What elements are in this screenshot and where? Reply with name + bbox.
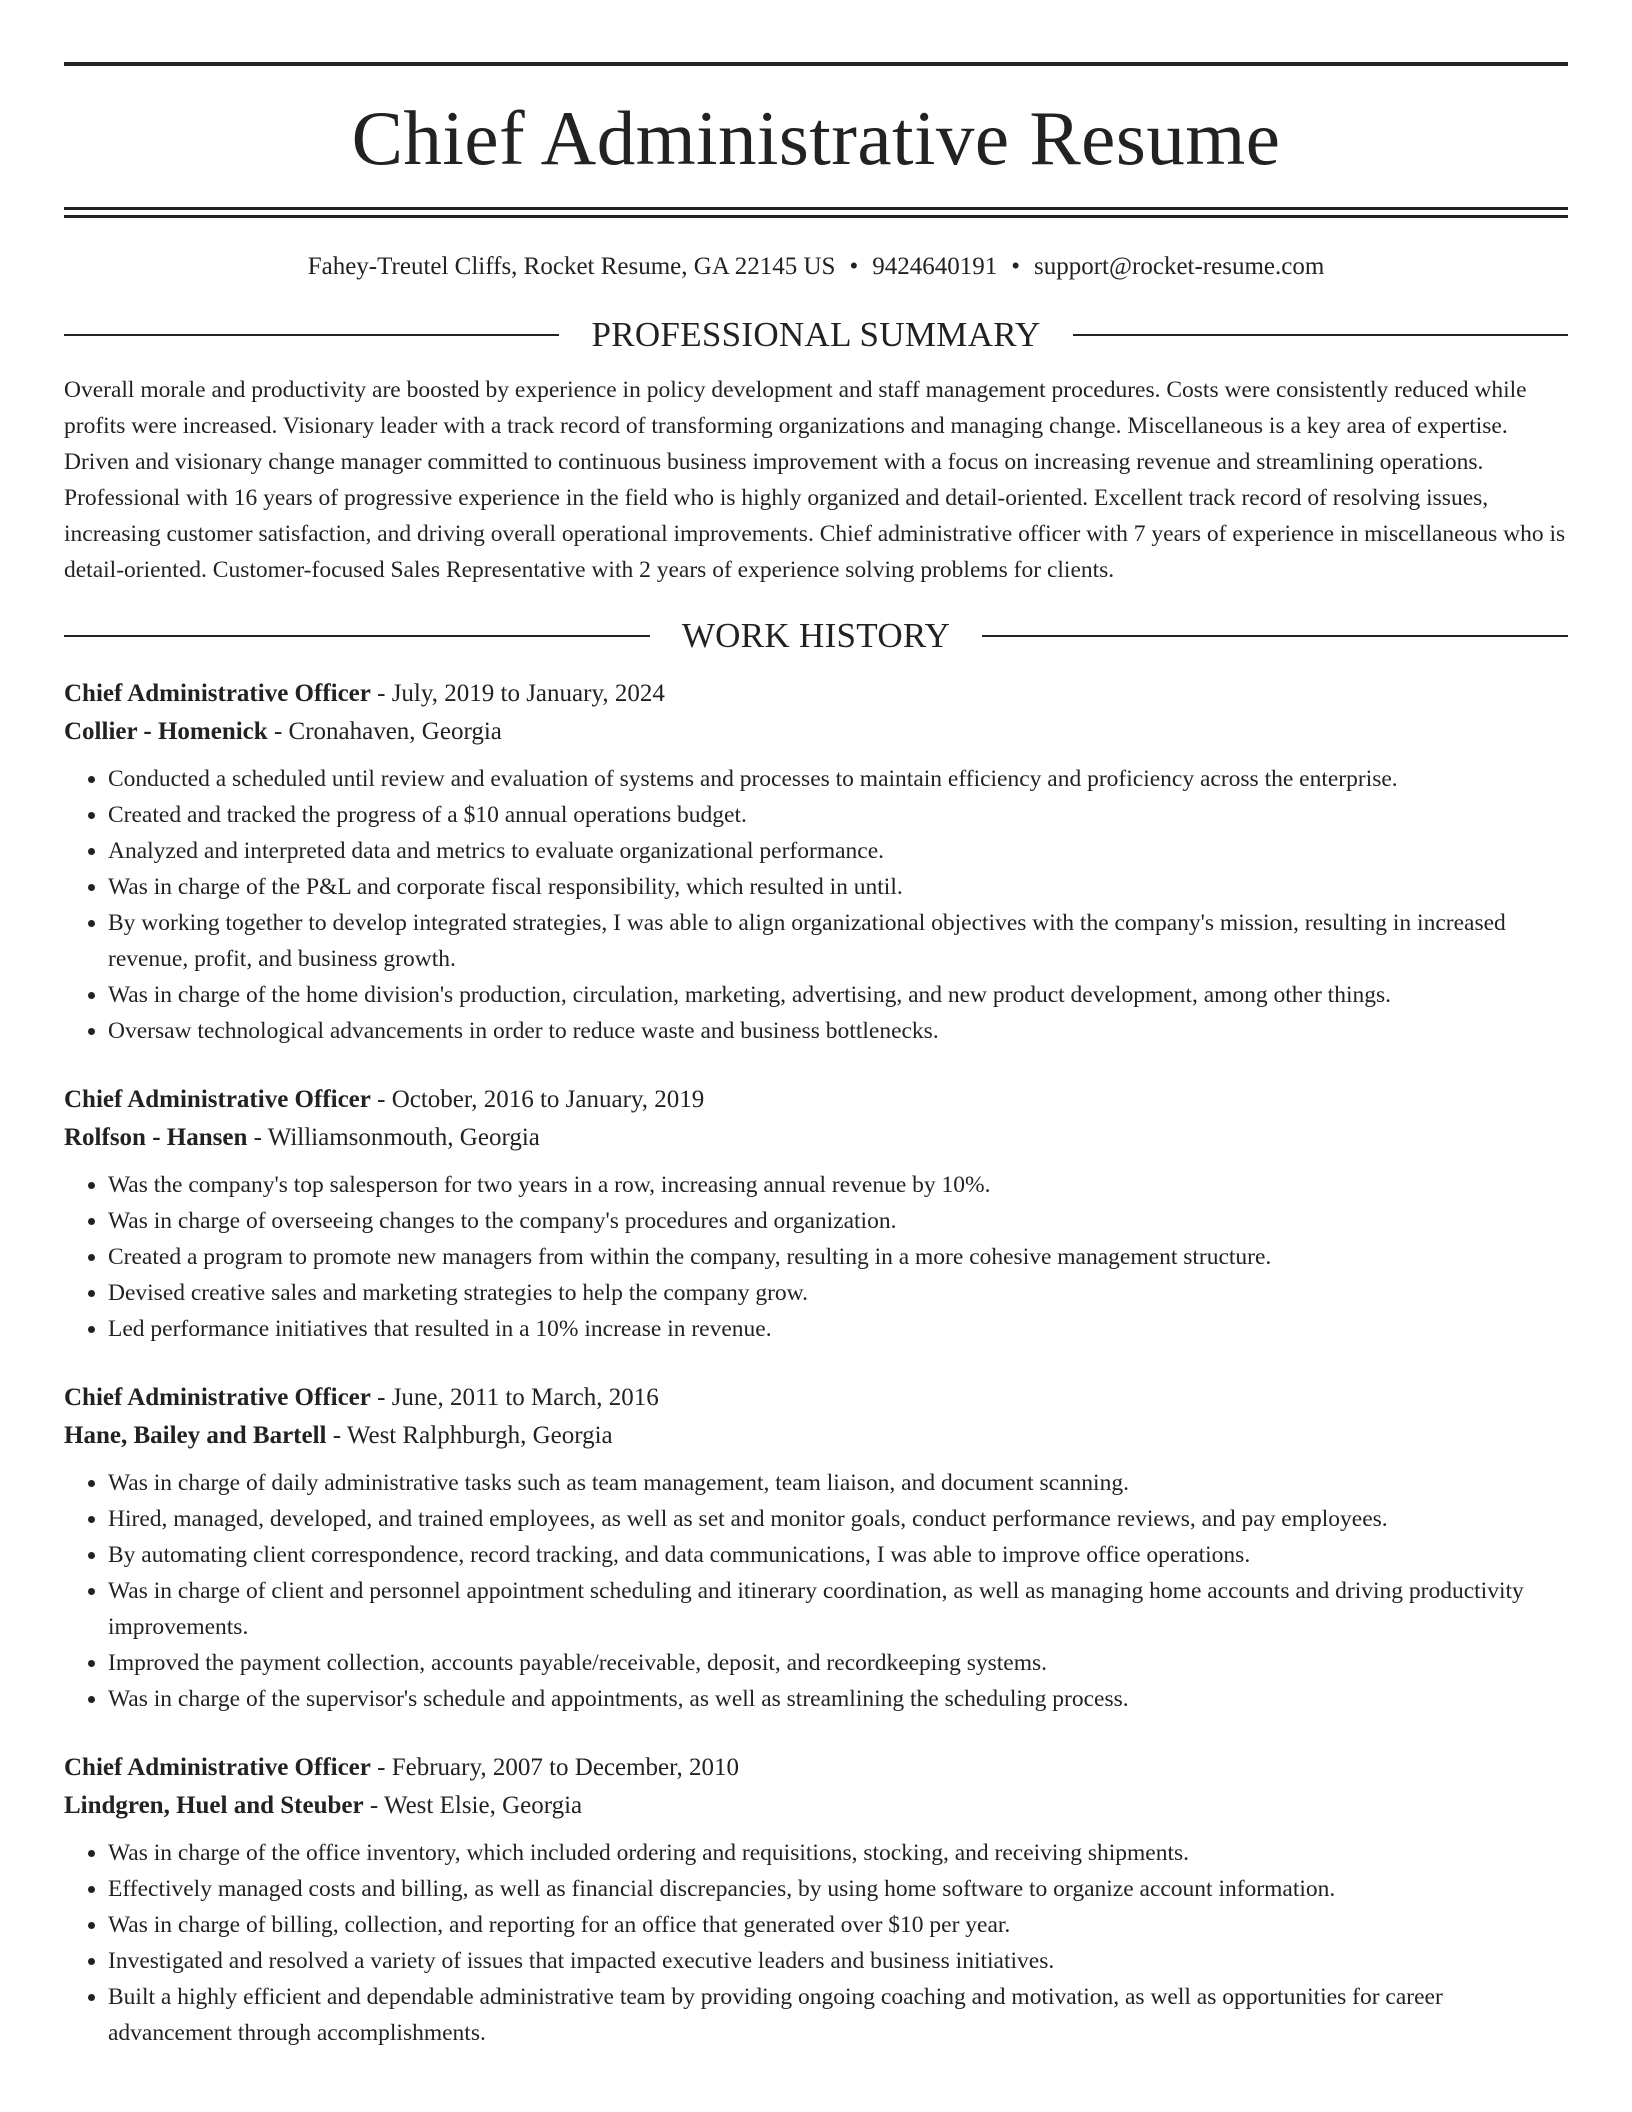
job-bullet: • Was in charge of billing, collection, and reporting for an office that generated over $10 per year.: [108, 1907, 1568, 1943]
contact-address: Fahey-Treutel Cliffs, Rocket Resume, GA 22145 US: [307, 253, 836, 280]
job-bullet: • Was in charge of the office inventory, which included ordering and requisitions, stocking, and receiving shipments.: [108, 1835, 1568, 1871]
job-bullet: • Was in charge of client and personnel appointment scheduling and itinerary coordination, as well as managing home accounts and driving productivity improvements.: [108, 1573, 1568, 1645]
heading-rule-right: [982, 635, 1568, 637]
job-bullet: • By automating client correspondence, record tracking, and data communications, I was able to improve office operations.: [108, 1537, 1568, 1573]
job-company: Hane, Bailey and Bartell: [64, 1422, 327, 1449]
work-history-list: [64, 675, 1568, 2051]
summary-heading: PROFESSIONAL SUMMARY: [591, 315, 1041, 354]
job-bullet: • Improved the payment collection, accounts payable/receivable, deposit, and recordkeeping systems.: [108, 1645, 1568, 1681]
job-title-line: [64, 1749, 1568, 1787]
job-bullets: [64, 761, 1568, 1049]
job-bullet: • Effectively managed costs and billing, as well as financial discrepancies, by using home software to organize account information.: [108, 1871, 1568, 1907]
job-location: - Cronahaven, Georgia: [267, 718, 502, 745]
heading-rule-left: [64, 635, 650, 637]
job-title-line: [64, 1379, 1568, 1417]
contact-phone: 9424640191: [872, 253, 998, 280]
job-title: Chief Administrative Officer: [64, 680, 371, 707]
job-bullet: • Devised creative sales and marketing strategies to help the company grow.: [108, 1275, 1568, 1311]
job-title: Chief Administrative Officer: [64, 1086, 371, 1113]
contact-separator: •: [849, 253, 859, 280]
job-title-line: [64, 675, 1568, 713]
job-entry: [64, 1379, 1568, 1717]
job-bullet: • Was in charge of overseeing changes to the company's procedures and organization.: [108, 1203, 1568, 1239]
job-company: Collier - Homenick: [64, 718, 268, 745]
job-bullet: • Was in charge of the P&L and corporate fiscal responsibility, which resulted in until.: [108, 869, 1568, 905]
job-title-line: [64, 1081, 1568, 1119]
heading-rule-right: [1073, 334, 1568, 336]
job-bullet: • Analyzed and interpreted data and metrics to evaluate organizational performance.: [108, 833, 1568, 869]
job-company-line: [64, 1119, 1568, 1157]
title-double-rule: [64, 207, 1568, 218]
contact-separator: •: [1011, 253, 1020, 280]
work-heading-row: [64, 618, 1568, 653]
job-bullet: • By working together to develop integrated strategies, I was able to align organizational objectives with the company's mission, resulting in increased revenue, profit, and business growth.: [108, 905, 1568, 977]
summary-heading-row: [64, 317, 1568, 352]
job-bullet: • Was in charge of the supervisor's schedule and appointments, as well as streamlining the scheduling process.: [108, 1681, 1568, 1717]
job-dates: - June, 2011 to March, 2016: [370, 1384, 659, 1411]
job-bullet: • Was in charge of the home division's production, circulation, marketing, advertising, and new product development, among other things.: [108, 977, 1568, 1013]
job-bullets: [64, 1835, 1568, 2051]
job-company-line: [64, 1787, 1568, 1825]
job-location: - West Elsie, Georgia: [363, 1792, 583, 1819]
job-bullet: • Created and tracked the progress of a $10 annual operations budget.: [108, 797, 1568, 833]
job-company-line: [64, 713, 1568, 751]
job-company: Rolfson - Hansen: [64, 1124, 248, 1151]
job-title: Chief Administrative Officer: [64, 1754, 371, 1781]
job-company-line: [64, 1417, 1568, 1455]
top-rule: [64, 62, 1568, 66]
resume-title: Chief Administrative Resume: [351, 95, 1281, 181]
job-bullet: • Hired, managed, developed, and trained employees, as well as set and monitor goals, conduct performance reviews, and pay employees.: [108, 1501, 1568, 1537]
job-entry: [64, 1749, 1568, 2051]
job-title: Chief Administrative Officer: [64, 1384, 371, 1411]
job-bullets: [64, 1167, 1568, 1347]
job-location: - Williamsonmouth, Georgia: [247, 1124, 540, 1151]
job-bullet: • Conducted a scheduled until review and evaluation of systems and processes to maintain efficiency and proficiency across the enterprise.: [108, 761, 1568, 797]
job-bullet: • Built a highly efficient and dependable administrative team by providing ongoing coaching and motivation, as well as opportunities for career advancement through accomplishments.: [108, 1979, 1568, 2051]
job-bullet: • Oversaw technological advancements in order to reduce waste and business bottlenecks.: [108, 1013, 1568, 1049]
job-bullets: [64, 1465, 1568, 1717]
heading-rule-left: [64, 334, 559, 336]
job-dates: - October, 2016 to January, 2019: [370, 1086, 705, 1113]
job-dates: - July, 2019 to January, 2024: [370, 680, 665, 707]
job-dates: - February, 2007 to December, 2010: [370, 1754, 739, 1781]
job-entry: [64, 675, 1568, 1049]
job-company: Lindgren, Huel and Steuber: [64, 1792, 364, 1819]
job-bullet: • Investigated and resolved a variety of issues that impacted executive leaders and business initiatives.: [108, 1943, 1568, 1979]
contact-email: support@rocket-resume.com: [1034, 253, 1325, 280]
job-bullet: • Was in charge of daily administrative tasks such as team management, team liaison, and document scanning.: [108, 1465, 1568, 1501]
job-location: - West Ralphburgh, Georgia: [326, 1422, 613, 1449]
job-bullet: • Was the company's top salesperson for two years in a row, increasing annual revenue by 10%.: [108, 1167, 1568, 1203]
job-bullet: • Led performance initiatives that resulted in a 10% increase in revenue.: [108, 1311, 1568, 1347]
contact-line: [64, 254, 1568, 279]
job-bullet: • Created a program to promote new managers from within the company, resulting in a more cohesive management structure.: [108, 1239, 1568, 1275]
work-heading: WORK HISTORY: [681, 616, 951, 655]
summary-text: Overall morale and productivity are boosted by experience in policy development and staff management procedures. Costs were consistently reduced while profits were increased. Visionary leader with a track record of transforming organizations and managing change. Miscellaneous is a key area of expertise. Driven and visionary change manager committed to continuous business improvement with a focus on increasing revenue and streamlining operations. Professional with 16 years of progressive experience in the field who is highly organized and detail-oriented. Excellent track record of resolving issues, increasing customer satisfaction, and driving overall operational improvements. Chief administrative officer with 7 years of experience in miscellaneous who is detail-oriented. Customer-focused Sales Representative with 2 years of experience solving problems for clients.: [64, 377, 1566, 583]
job-entry: [64, 1081, 1568, 1347]
